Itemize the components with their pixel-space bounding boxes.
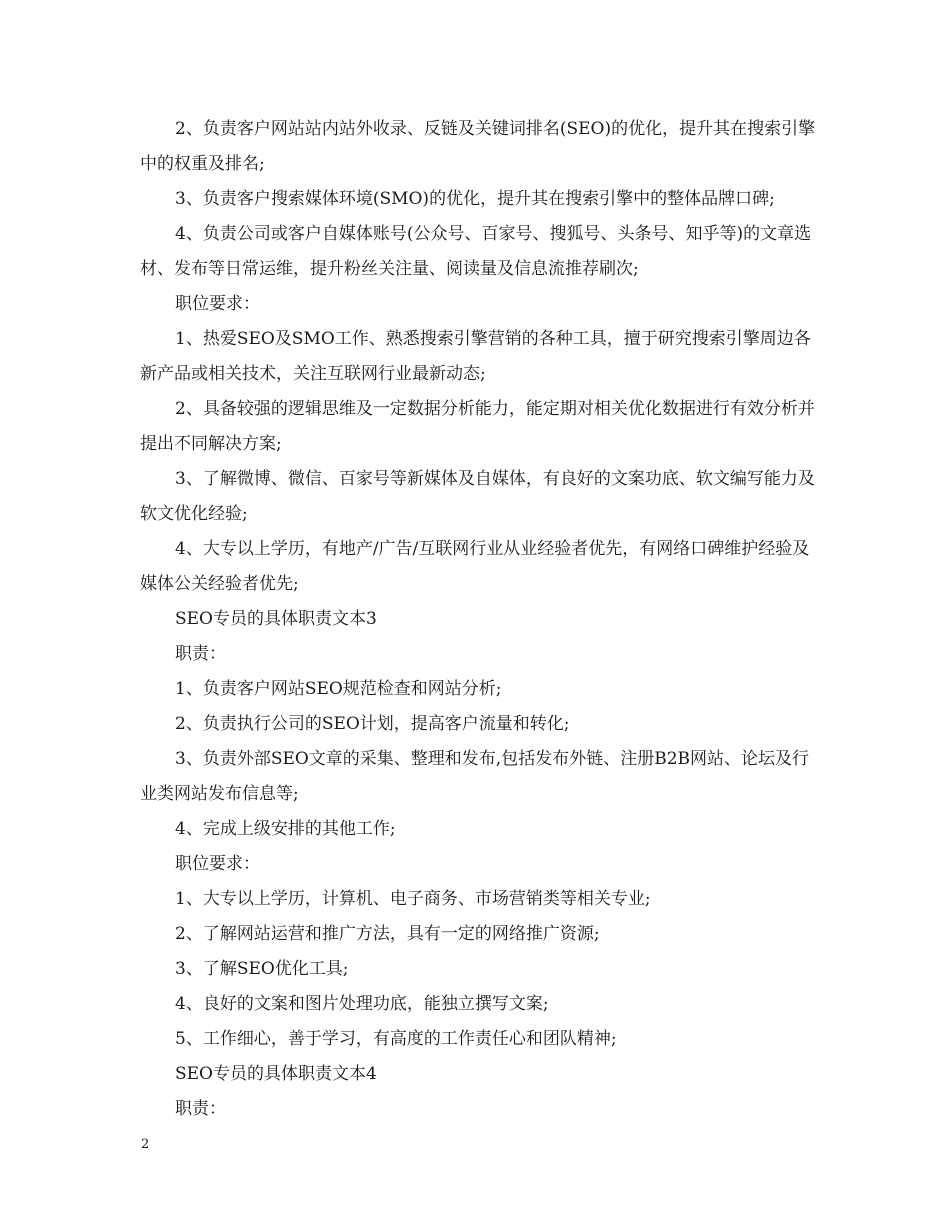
paragraph: 2、负责客户网站站内站外收录、反链及关键词排名(SEO)的优化，提升其在搜索引擎中的权重及排名; (140, 119, 816, 174)
paragraph: 1、负责客户网站SEO规范检查和网站分析; (175, 679, 502, 699)
paragraph: 5、工作细心，善于学习，有高度的工作责任心和团队精神; (175, 1029, 617, 1049)
page-number: 2 (141, 1137, 150, 1152)
paragraph: 4、完成上级安排的其他工作; (175, 819, 396, 839)
paragraph: 3、负责外部SEO文章的采集、整理和发布,包括发布外链、注册B2B网站、论坛及行业类网站发布信息等; (140, 749, 810, 804)
paragraph: 1、热爱SEO及SMO工作、熟悉搜索引擎营销的各种工具，擅于研究搜索引擎周边各新产品或相关技术，关注互联网行业最新动态; (140, 329, 811, 384)
paragraph: 2、具备较强的逻辑思维及一定数据分析能力，能定期对相关优化数据进行有效分析并提出不同解决方案; (140, 399, 815, 454)
paragraph: 2、了解网站运营和推广方法，具有一定的网络推广资源; (175, 924, 600, 944)
paragraph: 2、负责执行公司的SEO计划，提高客户流量和转化; (175, 714, 570, 734)
document-body (140, 112, 820, 1127)
section-heading: 职责： (175, 1099, 226, 1119)
paragraph: 4、良好的文案和图片处理功底，能独立撰写文案; (175, 994, 549, 1014)
paragraph: 3、了解SEO优化工具; (175, 959, 349, 979)
section-heading: 职责： (175, 644, 226, 664)
paragraph: 4、大专以上学历，有地产/广告/互联网行业从业经验者优先，有网络口碑维护经验及媒体公关经验者优先; (140, 539, 810, 594)
section-title: SEO专员的具体职责文本3 (175, 609, 377, 629)
paragraph: 3、负责客户搜索媒体环境(SMO)的优化，提升其在搜索引擎中的整体品牌口碑; (175, 189, 775, 209)
section-title: SEO专员的具体职责文本4 (175, 1064, 377, 1084)
paragraph: 1、大专以上学历，计算机、电子商务、市场营销类等相关专业; (175, 889, 651, 909)
section-heading: 职位要求： (175, 854, 260, 874)
section-heading: 职位要求： (175, 294, 260, 314)
paragraph: 4、负责公司或客户自媒体账号(公众号、百家号、搜狐号、头条号、知乎等)的文章选材、发布等日常运维，提升粉丝关注量、阅读量及信息流推荐刷次; (140, 224, 812, 279)
paragraph: 3、了解微博、微信、百家号等新媒体及自媒体，有良好的文案功底、软文编写能力及软文优化经验; (140, 469, 815, 524)
